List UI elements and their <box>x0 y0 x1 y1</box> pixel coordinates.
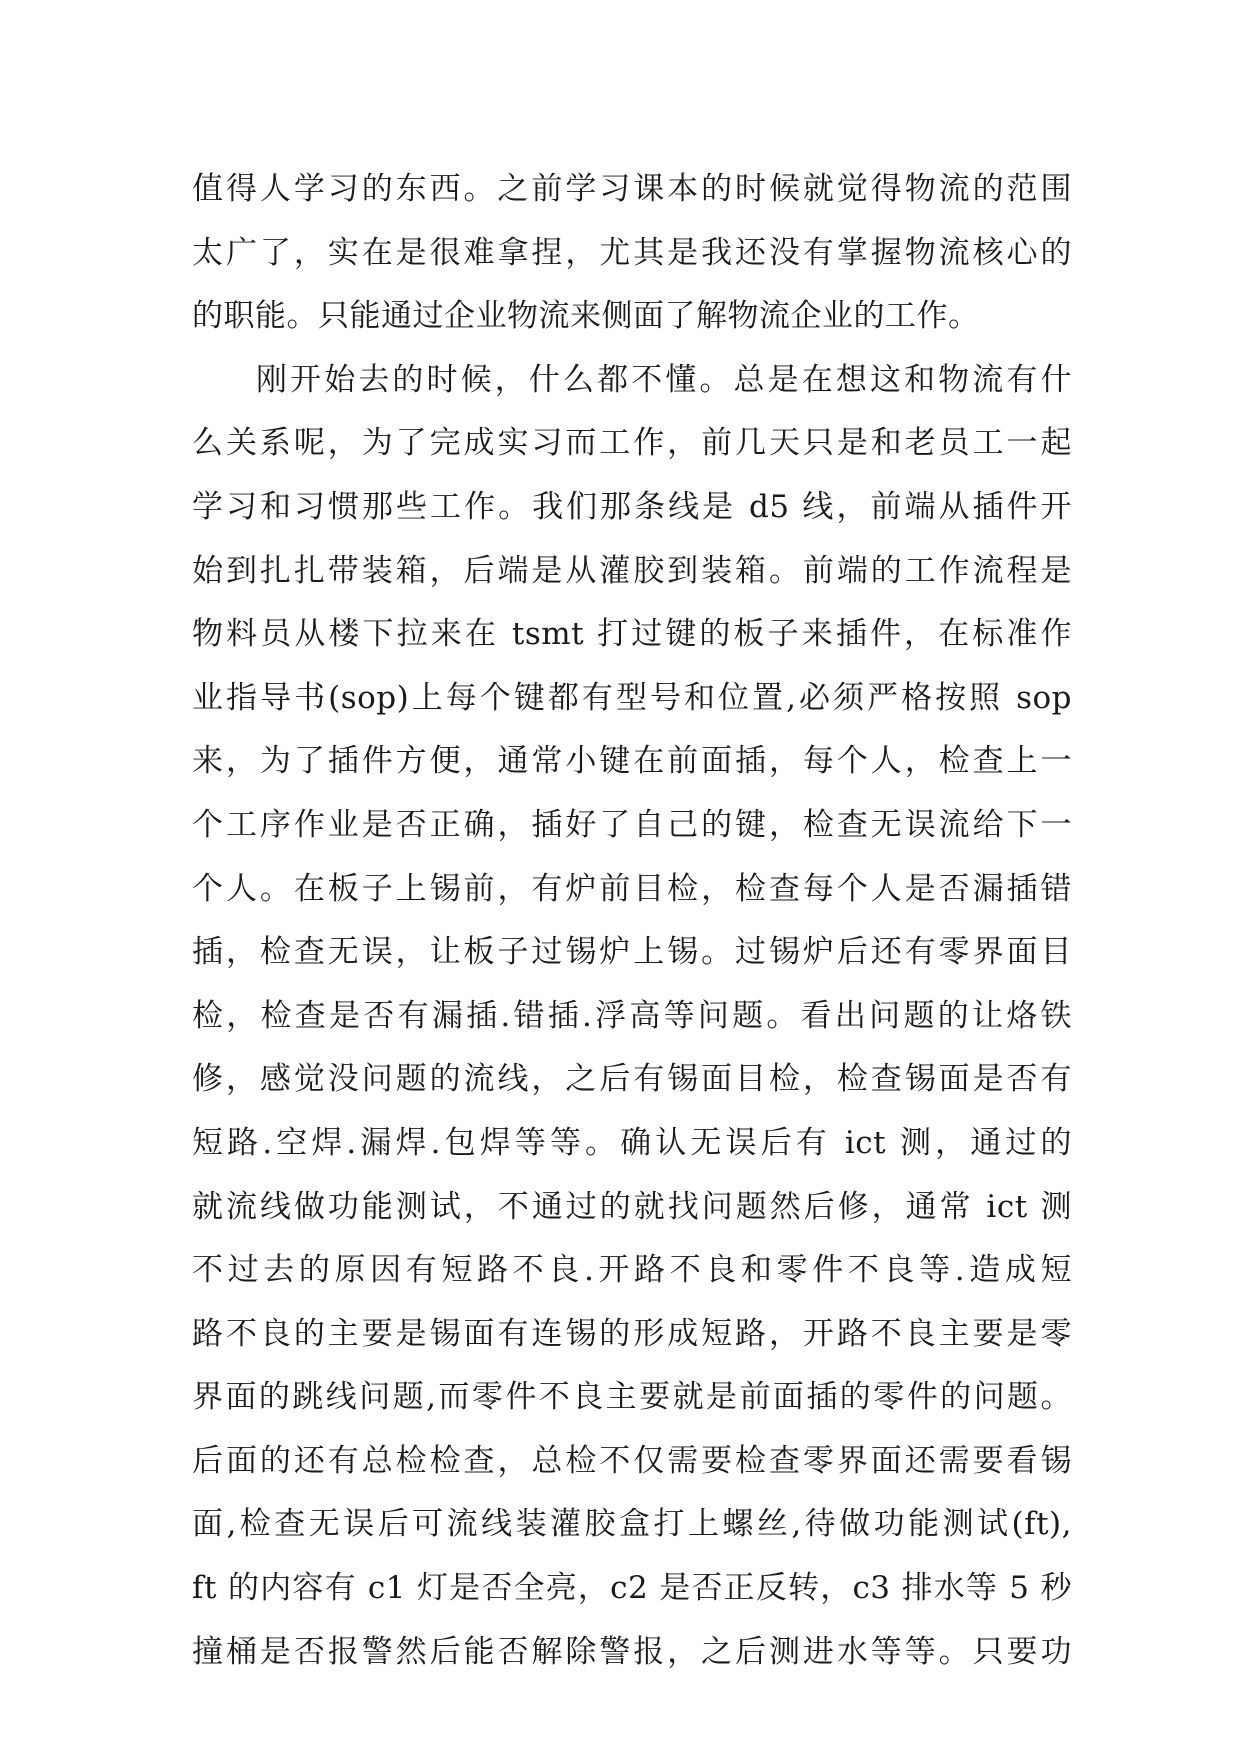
text-line: 插，检查无误，让板子过锡炉上锡。过锡炉后还有零界面目 <box>192 934 1072 971</box>
text-line: 物料员从楼下拉来在 tsmt 打过键的板子来插件，在标准作 <box>192 616 1072 653</box>
text-line: 界面的跳线问题,而零件不良主要就是前面插的零件的问题。 <box>192 1379 1072 1416</box>
text-line: 不过去的原因有短路不良.开路不良和零件不良等.造成短 <box>192 1252 1072 1289</box>
text-line: 面,检查无误后可流线装灌胶盒打上螺丝,待做功能测试(ft), <box>192 1506 1072 1543</box>
text-line: 来，为了插件方便，通常小键在前面插，每个人，检查上一 <box>192 743 1072 780</box>
text-line: 后面的还有总检检查，总检不仅需要检查零界面还需要看锡 <box>192 1442 1072 1479</box>
text-line: 个工序作业是否正确，插好了自己的键，检查无误流给下一 <box>192 806 1072 843</box>
text-line: 修，感觉没问题的流线，之后有锡面目检，检查锡面是否有 <box>192 1061 1072 1098</box>
text-line: 的职能。只能通过企业物流来侧面了解物流企业的工作。 <box>192 298 980 335</box>
text-line: 么关系呢，为了完成实习而工作，前几天只是和老员工一起 <box>192 425 1072 462</box>
body-text <box>192 158 1072 1684</box>
text-line: 撞桶是否报警然后能否解除警报，之后测进水等等。只要功 <box>192 1633 1072 1670</box>
text-line: 短路.空焊.漏焊.包焊等等。确认无误后有 ict 测，通过的 <box>192 1124 1072 1161</box>
text-line: ft 的内容有 c1 灯是否全亮，c2 是否正反转，c3 排水等 5 秒 <box>192 1570 1072 1607</box>
text-line: 个人。在板子上锡前，有炉前目检，检查每个人是否漏插错 <box>192 870 1072 907</box>
text-line: 业指导书(sop)上每个键都有型号和位置,必须严格按照 sop <box>192 679 1072 716</box>
text-line: 学习和习惯那些工作。我们那条线是 d5 线，前端从插件开 <box>192 488 1072 525</box>
text-line: 始到扎扎带装箱，后端是从灌胶到装箱。前端的工作流程是 <box>192 552 1072 589</box>
paragraph-first-line: 刚开始去的时候，什么都不懂。总是在想这和物流有什 <box>256 361 1072 398</box>
text-line: 路不良的主要是锡面有连锡的形成短路，开路不良主要是零 <box>192 1315 1072 1352</box>
text-line: 值得人学习的东西。之前学习课本的时候就觉得物流的范围 <box>192 171 1072 207</box>
text-line: 太广了，实在是很难拿捏，尤其是我还没有掌握物流核心的 <box>192 234 1072 271</box>
text-line: 就流线做功能测试，不通过的就找问题然后修，通常 ict 测 <box>192 1188 1072 1225</box>
text-line: 检，检查是否有漏插.错插.浮高等问题。看出问题的让烙铁 <box>192 997 1072 1034</box>
